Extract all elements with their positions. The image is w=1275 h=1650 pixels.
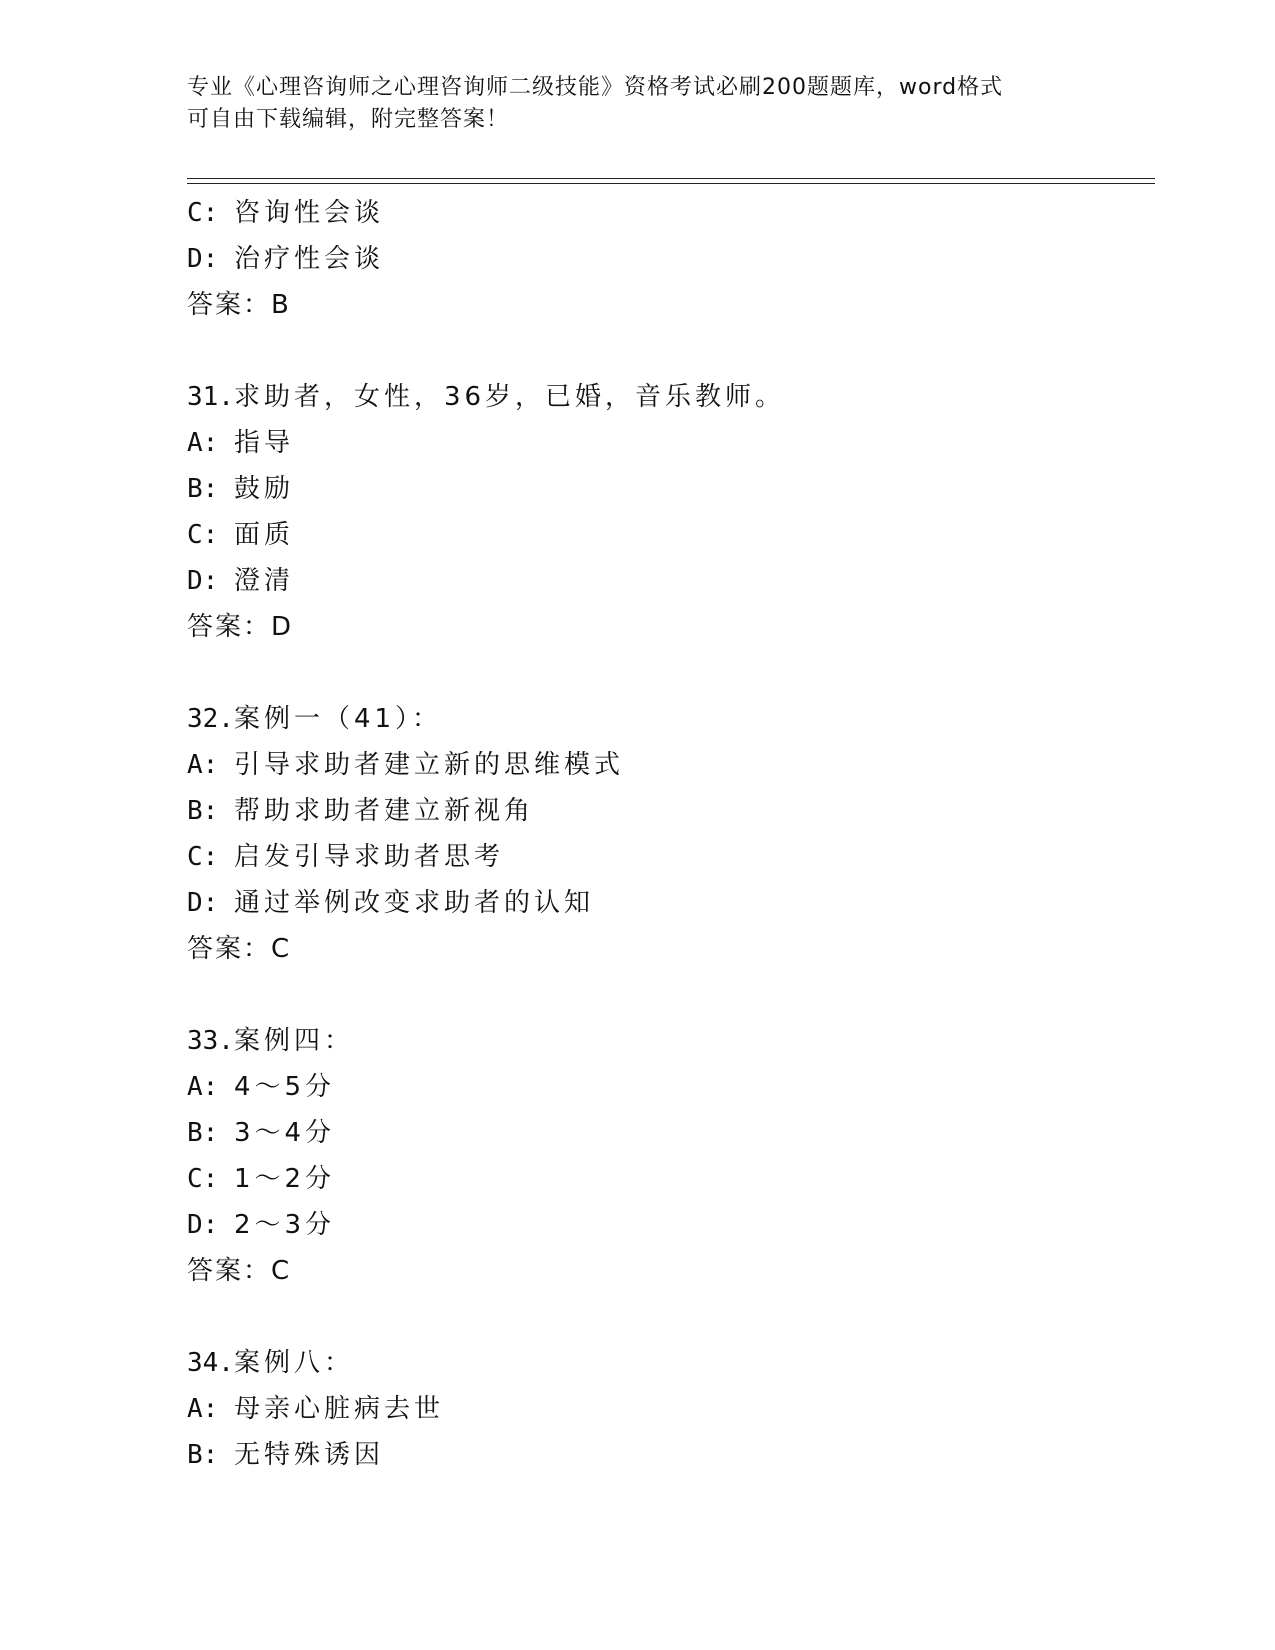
option-text: 3～4分 <box>233 1118 336 1148</box>
spacer <box>187 1294 1155 1340</box>
answer-option <box>187 558 1155 604</box>
question-stem <box>187 1340 1155 1386</box>
option-letter: B: <box>187 1440 234 1470</box>
option-letter: B: <box>187 474 234 504</box>
document-header <box>187 72 1087 136</box>
answer-option <box>187 190 1155 236</box>
option-text: 启发引导求助者思考 <box>233 842 504 872</box>
option-text: 1～2分 <box>233 1164 336 1194</box>
answer-option <box>187 834 1155 880</box>
question-number: 33. <box>187 1026 234 1056</box>
option-text: 4～5分 <box>233 1072 336 1102</box>
question-number: 31. <box>187 382 234 412</box>
answer-option <box>187 1386 1155 1432</box>
option-text: 无特殊诱因 <box>233 1440 384 1470</box>
question-stem <box>187 1018 1155 1064</box>
answer-option <box>187 1202 1155 1248</box>
answer-option <box>187 1432 1155 1478</box>
spacer <box>187 328 1155 374</box>
option-text: 治疗性会谈 <box>233 244 384 274</box>
answer-option <box>187 880 1155 926</box>
option-text: 2～3分 <box>233 1210 336 1240</box>
answer-option <box>187 788 1155 834</box>
option-letter: C: <box>187 842 234 872</box>
option-text: 鼓励 <box>233 474 294 504</box>
question-stem <box>187 374 1155 420</box>
option-letter: C: <box>187 1164 234 1194</box>
option-letter: D: <box>187 1210 234 1240</box>
question-text: 案例一（41）： <box>233 704 443 734</box>
option-text: 通过举例改变求助者的认知 <box>233 888 594 918</box>
header-line-1: 专业《心理咨询师之心理咨询师二级技能》资格考试必刷200题题库，word格式 <box>187 75 1004 100</box>
option-letter: A: <box>187 1394 234 1424</box>
option-text: 面质 <box>233 520 294 550</box>
option-letter: D: <box>187 566 234 596</box>
answer-option <box>187 1064 1155 1110</box>
answer-line: 答案：C <box>187 1256 292 1286</box>
option-text: 指导 <box>233 428 294 458</box>
header-divider-top <box>187 178 1155 179</box>
question-stem <box>187 696 1155 742</box>
spacer <box>187 650 1155 696</box>
option-letter: A: <box>187 750 234 780</box>
option-text: 引导求助者建立新的思维模式 <box>233 750 624 780</box>
answer-option <box>187 466 1155 512</box>
question-text: 案例八： <box>233 1348 354 1378</box>
option-letter: A: <box>187 428 234 458</box>
option-letter: A: <box>187 1072 234 1102</box>
header-divider-bottom <box>187 183 1155 184</box>
option-letter: D: <box>187 244 234 274</box>
header-line-2: 可自由下载编辑，附完整答案！ <box>187 107 510 132</box>
question-text: 案例四： <box>233 1026 354 1056</box>
question-number: 32. <box>187 704 234 734</box>
option-letter: C: <box>187 520 234 550</box>
option-letter: B: <box>187 796 234 826</box>
spacer <box>187 972 1155 1018</box>
answer-option <box>187 420 1155 466</box>
option-letter: C: <box>187 198 234 228</box>
answer-line: 答案：D <box>187 612 294 642</box>
answer-option <box>187 1156 1155 1202</box>
option-text: 帮助求助者建立新视角 <box>233 796 534 826</box>
answer-option <box>187 742 1155 788</box>
answer-line: 答案：B <box>187 290 291 320</box>
question-number: 34. <box>187 1348 234 1378</box>
answer-option <box>187 512 1155 558</box>
answer-line: 答案：C <box>187 934 292 964</box>
answer-option <box>187 1110 1155 1156</box>
option-letter: B: <box>187 1118 234 1148</box>
option-letter: D: <box>187 888 234 918</box>
answer-option <box>187 236 1155 282</box>
option-text: 澄清 <box>233 566 294 596</box>
question-text: 求助者，女性，36岁，已婚，音乐教师。 <box>233 382 786 412</box>
option-text: 母亲心脏病去世 <box>233 1394 444 1424</box>
question-list <box>187 190 1155 1478</box>
option-text: 咨询性会谈 <box>233 198 384 228</box>
